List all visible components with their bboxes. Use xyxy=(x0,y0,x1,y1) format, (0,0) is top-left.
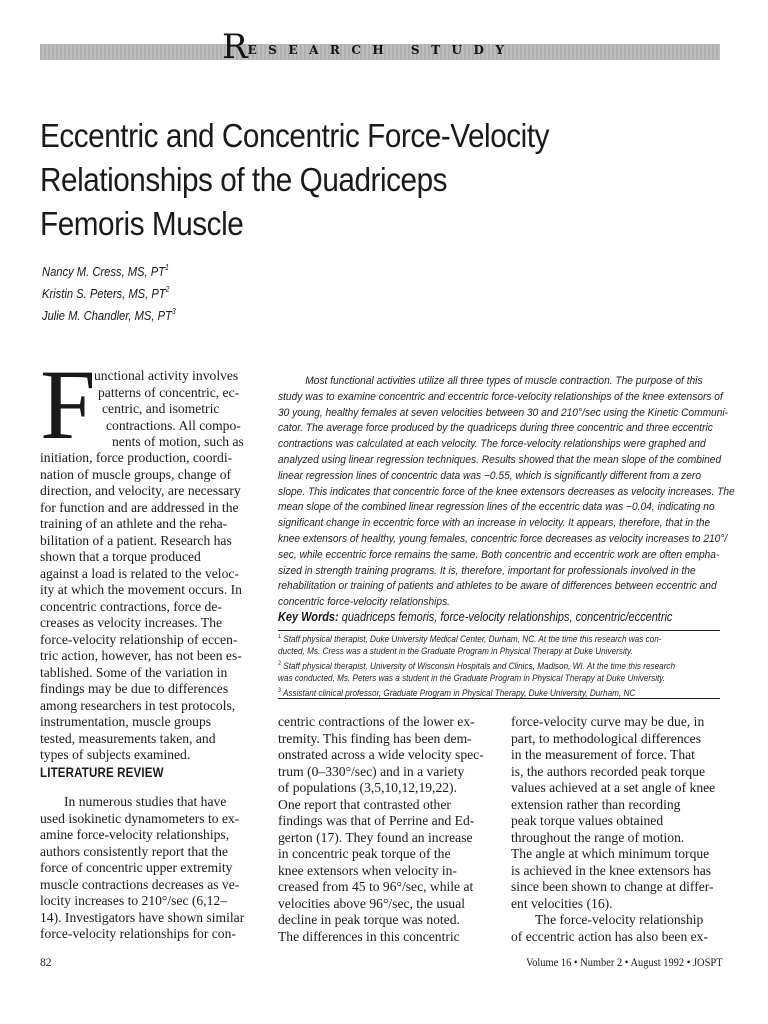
drop-cap: F xyxy=(40,349,96,460)
key-words: Key Words: quadriceps femoris, force-velocity relationships, concentric/eccentric xyxy=(278,610,673,624)
title-line: Eccentric and Concentric Force-Velocity xyxy=(40,117,550,154)
literature-review-body: In numerous studies that have used isokinetic dynamometers to ex- amine force-velocity relationships, authors consistently report that the force of concentric upper extremity muscle contractions decreases as ve- locity increases to 210°/sec (6,12– 14). Investigators have shown similar force-velocity relationships for con- xyxy=(40,794,245,941)
abstract: Most functional activities utilize all three types of muscle contraction. The purpose of this study was to examine concentric and eccentric force-velocity relationships of the knee extensors of 30 young, healthy females at seven velocities between 30 and 210°/sec using the Kinetic Communi- cator. The average force produced by the quadriceps during three concentric and three eccentric contractions was calculated at each velocity. The force-velocity relationships were graphed and analyzed using linear regression techniques. Results showed that the mean slope of the combined linear regression lines of concentric data was −0.55, which is significantly different from a zero slope. This indicates that concentric force of the knee extensors decreases as velocity increases. The mean slope of the combined linear regression lines of the eccentric data was −0.04, indicating no significant change in eccentric force with an increase in velocity. It appears, therefore, that in the knee extensors of healthy, young females, concentric force decreases as velocity increases to 210°/ sec, while eccentric force remains the same. Both concentric and eccentric work are often empha- sized in strength training programs. It is, therefore, important for professionals involved in the rehabilitation or training of patients and athletes to be aware of differences between eccentric and concentric force-velocity relationships. xyxy=(278,375,735,609)
intro-wrapped-text: unctional activity involves patterns of concentric, ec- centric, and isometric contractions. All compo- nents of motion, such as xyxy=(94,368,244,449)
article-title xyxy=(40,114,634,246)
section-label: $R^{ESEARCH STUDY}$ xyxy=(222,27,516,67)
section-heading-literature-review: LITERATURE REVIEW xyxy=(40,765,164,780)
journal-citation: Volume 16 • Number 2 • August 1992 • JOSPT xyxy=(526,956,723,969)
page-number: 82 xyxy=(40,956,52,969)
intro-body: initiation, force production, coordi- nation of muscle groups, change of direction, and velocity, are necessary for function and are addressed in the training of an athlete and the reha- bilitation of a patient. Research has shown that a torque produced against a load is related to the veloc- ity at which the movement occurs. In concentric contractions, force de- creases as velocity increases. The force-velocity relationship of eccen- tric action, however, has not been es- tablished. Some of the variation in findings may be due to differences among researchers in test protocols, instrumentation, muscle groups tested, measurements taken, and types of subjects examined. xyxy=(40,450,242,762)
author-2: Kristin S. Peters, MS, $PT^2$ xyxy=(42,285,170,301)
title-line: Relationships of the Quadriceps xyxy=(40,161,448,198)
divider xyxy=(278,698,720,699)
body-column-3: force-velocity curve may be due, in part, to methodological differences in the measurement of force. That is, the authors recorded peak torque values achieved at a set angle of knee extension rather than recording peak torque values obtained throughout the range of motion. The angle at which minimum torque is achieved in the knee extensors has since been shown to change at differ- ent velocities (16). The force-velocity relationship of eccentric action has also been ex- xyxy=(511,714,716,944)
author-3: Julie M. Chandler, MS, $PT^3$ xyxy=(42,307,176,323)
body-column-2: centric contractions of the lower ex- tremity. This finding has been dem- onstrated across a wide velocity spec- trum (0–330°/sec) and in a variety of populations (3,5,10,12,19,22). One report that contrasted other findings was that of Perrine and Ed- gerton (17). They found an increase in concentric peak torque of the knee extensors when velocity in- creased from 45 to 96°/sec, while at velocities above 96°/sec, the usual decline in peak torque was noted. The differences in this concentric xyxy=(278,714,484,944)
author-1: Nancy M. Cress, MS, $PT^1$ xyxy=(42,263,169,279)
title-line: Femoris Muscle xyxy=(40,205,244,242)
author-footnotes: $^1$ Staff physical therapist, Duke University Medical Center, Durham, NC. At the time this research was con- ducted, Ms. Cress was a student in the Graduate Program in Physical Therapy at Duke University. $^2$ Staff physical therapist, University of Wisconsin Hospitals and Clinics, Madison, WI. At the time this research was conducted, Ms. Peters was a student in the Graduate Program in Physical Therapy at Duke University. $^3$ Assistant clinical professor, Graduate Program in Physical Therapy, Duke University, Durham, NC xyxy=(278,634,676,699)
